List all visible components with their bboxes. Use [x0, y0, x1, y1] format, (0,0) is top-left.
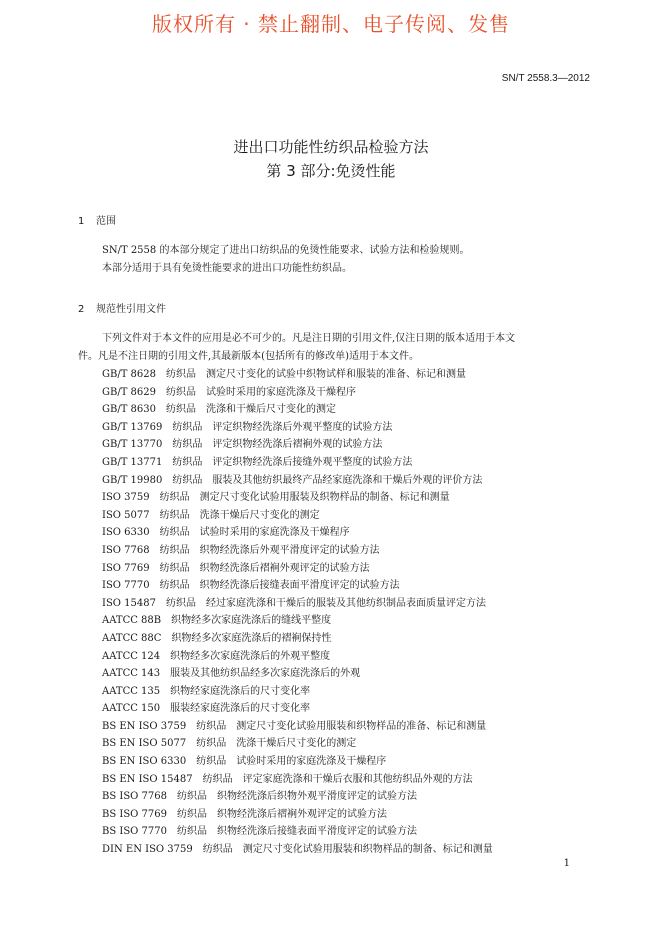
reference-title: 试验时采用的家庭洗涤及干燥程序: [206, 386, 357, 398]
reference-title: 试验时采用的家庭洗涤及干燥程序: [236, 756, 387, 768]
reference-item: [102, 771, 493, 789]
reference-code: BS EN ISO 3759: [102, 720, 187, 732]
reference-code: ISO 7769: [102, 562, 150, 574]
reference-code: ISO 7768: [102, 544, 150, 556]
reference-item: [102, 454, 493, 472]
reference-category: 纺织品: [196, 756, 227, 768]
reference-code: BS EN ISO 5077: [102, 738, 187, 750]
reference-category: 纺织品: [159, 527, 190, 539]
reference-category: 纺织品: [202, 844, 233, 856]
section-title: 规范性引用文件: [96, 304, 166, 315]
reference-category: 纺织品: [166, 597, 196, 609]
reference-code: AATCC 135: [102, 685, 161, 697]
reference-category: 纺织品: [159, 562, 190, 574]
reference-code: ISO 7770: [102, 580, 150, 592]
reference-code: GB/T 19980: [102, 474, 163, 486]
reference-code: DIN EN ISO 3759: [102, 844, 193, 856]
reference-category: 纺织品: [177, 808, 208, 820]
section-title: 范围: [96, 216, 116, 227]
section-1-body: [78, 242, 598, 277]
reference-title: 测定尺寸变化的试验中织物试样和服装的准备、标记和测量: [206, 369, 467, 380]
reference-code: ISO 15487: [102, 597, 156, 609]
standard-number: SN/T 2558.3—2012: [501, 73, 590, 84]
paragraph-line: 件。凡是不注日期的引用文件,其最新版本(包括所有的修改单)适用于本文件。: [78, 350, 419, 362]
reference-code: BS ISO 7769: [102, 808, 168, 820]
reference-list: [102, 366, 493, 859]
copyright-watermark: 版权所有 · 禁止翻制、电子传阅、发售: [151, 12, 511, 36]
reference-code: BS ISO 7768: [102, 791, 168, 803]
reference-title: 评定织物经洗涤后外观平整度的试验方法: [212, 421, 393, 433]
reference-title: 洗涤干燥后尺寸变化的测定: [199, 509, 320, 521]
reference-category: 纺织品: [196, 738, 227, 750]
reference-category: 纺织品: [172, 439, 203, 451]
reference-category: 纺织品: [202, 773, 233, 785]
reference-category: 纺织品: [172, 421, 203, 433]
reference-title: 织物经洗涤后接缝表面平滑度评定的试验方法: [217, 826, 418, 838]
reference-item: [102, 788, 493, 806]
reference-code: BS EN ISO 15487: [102, 773, 193, 785]
reference-title: 织物经多次家庭洗涤后的外观平整度: [170, 650, 331, 662]
reference-item: [102, 700, 493, 718]
reference-item: [102, 507, 493, 525]
reference-category: 纺织品: [159, 509, 190, 521]
reference-item: [102, 472, 493, 490]
reference-code: AATCC 88B: [102, 615, 162, 627]
reference-item: [102, 595, 493, 613]
reference-code: GB/T 13769: [102, 421, 163, 433]
document-subtitle: 第 3 部分:免烫性能: [266, 162, 396, 180]
reference-code: BS ISO 7770: [102, 826, 168, 838]
reference-title: 经过家庭洗涤和干燥后的服装及其他纺织制品表面质量评定方法: [206, 597, 486, 609]
reference-title: 服装及其他纺织最终产品经家庭洗涤和干燥后外观的评价方法: [212, 474, 483, 486]
reference-item: [102, 806, 493, 824]
reference-title: 评定家庭洗涤和干燥后衣服和其他纺织品外观的方法: [242, 773, 473, 785]
reference-title: 织物经洗涤后织物外观平滑度评定的试验方法: [217, 791, 418, 803]
reference-code: AATCC 124: [102, 650, 161, 662]
reference-title: 测定尺寸变化试验用服装及织物样品的制备、标记和测量: [199, 492, 450, 504]
reference-item: [102, 683, 493, 701]
reference-category: 纺织品: [196, 720, 227, 732]
reference-code: GB/T 8628: [102, 369, 157, 380]
page-number: 1: [563, 858, 570, 869]
reference-title: 织物经多次家庭洗涤后的缝线平整度: [171, 615, 332, 627]
reference-category: 纺织品: [177, 826, 208, 838]
reference-category: 纺织品: [166, 369, 197, 380]
reference-item: [102, 612, 493, 630]
reference-item: [102, 419, 493, 437]
reference-code: GB/T 13770: [102, 439, 163, 451]
reference-item: [102, 489, 493, 507]
paragraph: 本部分适用于具有免烫性能要求的进出口功能性纺织品。: [102, 262, 352, 274]
reference-item: [102, 560, 493, 578]
reference-title: 测定尺寸变化试验用服装和织物样品的制备、标记和测量: [242, 844, 493, 856]
reference-code: AATCC 143: [102, 668, 161, 680]
reference-category: 纺织品: [159, 544, 190, 556]
reference-code: GB/T 13771: [102, 456, 163, 468]
section-2-intro: [78, 330, 598, 365]
reference-title: 服装及其他纺织品经多次家庭洗涤后的外观: [170, 668, 361, 680]
reference-code: AATCC 150: [102, 703, 161, 715]
reference-item: [102, 665, 493, 683]
reference-title: 试验时采用的家庭洗涤及干燥程序: [199, 527, 350, 539]
reference-item: [102, 735, 493, 753]
reference-item: [102, 577, 493, 595]
reference-code: GB/T 8629: [102, 386, 157, 398]
section-number: 2: [78, 304, 85, 315]
reference-title: 评定织物经洗涤后接缝外观平整度的试验方法: [212, 456, 413, 468]
paragraph: SN/T 2558 的本部分规定了进出口纺织品的免烫性能要求、试验方法和检验规则。: [102, 245, 470, 256]
reference-item: [102, 524, 493, 542]
reference-title: 测定尺寸变化试验用服装和织物样品的准备、标记和测量: [236, 720, 487, 732]
reference-category: 纺织品: [166, 404, 197, 416]
section-number: 1: [78, 216, 85, 227]
reference-code: BS EN ISO 6330: [102, 756, 187, 768]
reference-category: 纺织品: [177, 791, 208, 803]
reference-title: 织物经家庭洗涤后的尺寸变化率: [170, 685, 311, 697]
reference-item: [102, 384, 493, 402]
reference-title: 评定织物经洗涤后褶裥外观的试验方法: [212, 439, 383, 451]
reference-title: 洗涤干燥后尺寸变化的测定: [236, 738, 357, 750]
document-title: 进出口功能性纺织品检验方法: [233, 138, 429, 156]
reference-category: 纺织品: [172, 474, 203, 486]
reference-title: 洗涤和干燥后尺寸变化的测定: [206, 404, 337, 416]
reference-title: 织物经多次家庭洗涤后的褶裥保持性: [171, 632, 332, 644]
section-1-heading: [78, 212, 116, 227]
reference-code: AATCC 88C: [102, 632, 162, 644]
reference-title: 织物经洗涤后褶裥外观评定的试验方法: [199, 562, 370, 574]
reference-item: [102, 718, 493, 736]
reference-category: 纺织品: [166, 386, 197, 398]
paragraph-line: 下列文件对于本文件的应用是必不可少的。凡是注日期的引用文件,仅注日期的版本适用于本文: [102, 333, 516, 344]
reference-category: 纺织品: [159, 492, 190, 504]
reference-title: 织物经洗涤后外观平滑度评定的试验方法: [199, 544, 380, 556]
reference-item: [102, 366, 493, 384]
reference-code: GB/T 8630: [102, 404, 157, 416]
section-2-heading: [78, 300, 166, 315]
reference-title: 织物经洗涤后接缝表面平滑度评定的试验方法: [199, 580, 400, 592]
reference-code: ISO 6330: [102, 527, 150, 539]
reference-item: [102, 841, 493, 859]
reference-item: [102, 648, 493, 666]
reference-item: [102, 630, 493, 648]
reference-item: [102, 823, 493, 841]
reference-category: 纺织品: [172, 456, 203, 468]
reference-item: [102, 542, 493, 560]
reference-item: [102, 753, 493, 771]
reference-title: 服装经家庭洗涤后的尺寸变化率: [170, 703, 311, 715]
reference-category: 纺织品: [159, 580, 190, 592]
reference-code: ISO 5077: [102, 509, 150, 521]
reference-code: ISO 3759: [102, 492, 150, 504]
reference-item: [102, 401, 493, 419]
reference-title: 织物经洗涤后褶裥外观评定的试验方法: [217, 808, 388, 820]
reference-item: [102, 436, 493, 454]
